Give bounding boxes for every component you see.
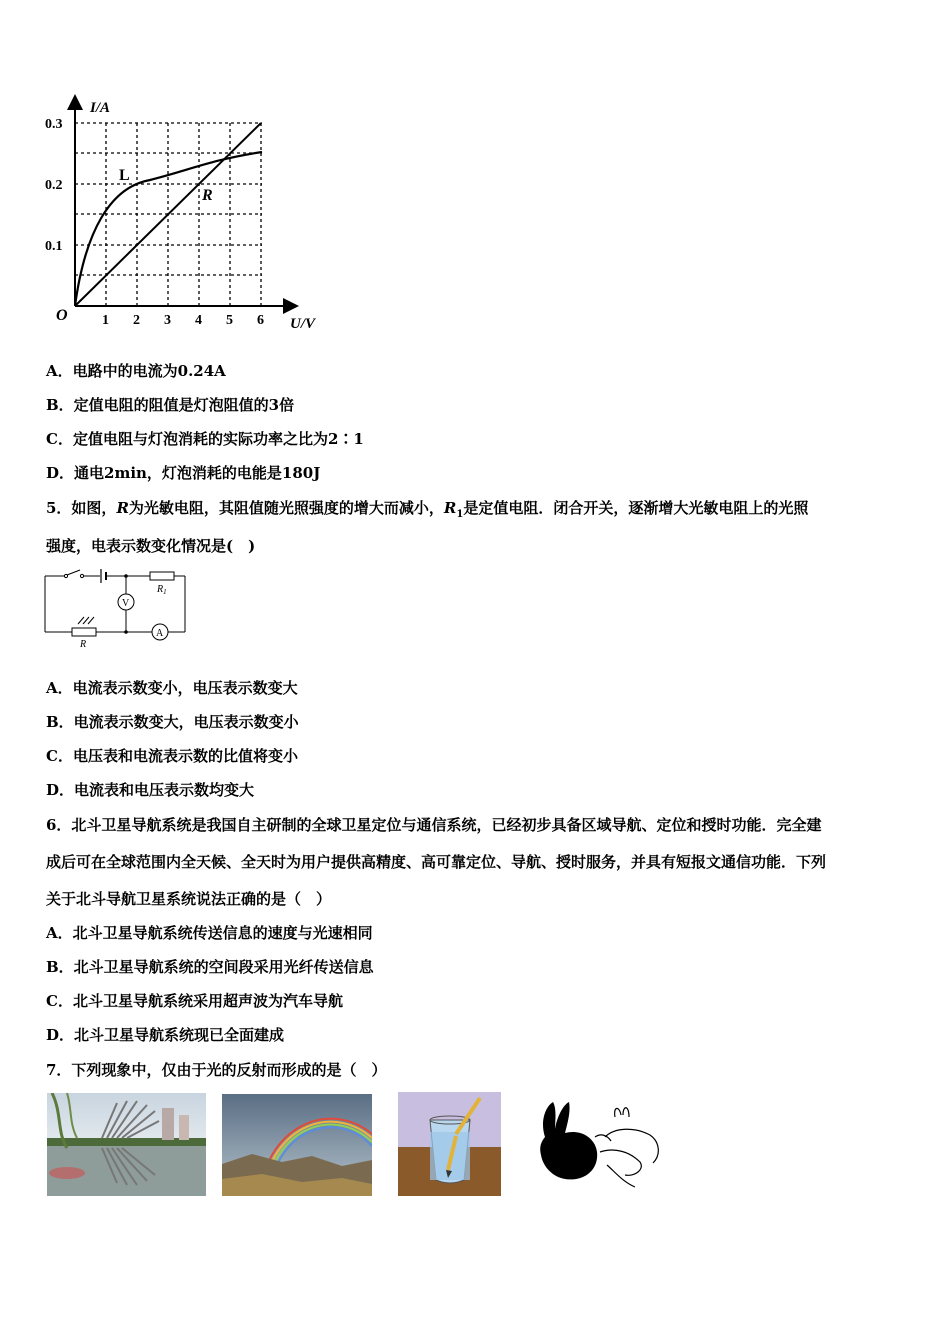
q6-stem-line3: 关于北斗导航卫星系统说法正确的是（ ） (46, 890, 332, 908)
x-tick-label: 2 (133, 313, 140, 328)
q6-stem-line1: 6．北斗卫星导航系统是我国自主研制的全球卫星定位与通信系统，已经初步具备区域导航、定位和授时功能．完全建 (46, 816, 822, 834)
q5-stem-line1 (46, 497, 808, 520)
curve-l-label: L (119, 167, 130, 184)
q4-option-d[interactable]: D．通电2min，灯泡消耗的电能是180J (46, 464, 321, 482)
q4-option-a[interactable]: A．电路中的电流为0.24A (46, 362, 226, 380)
lamp-curve (75, 152, 262, 306)
x-tick-label: 5 (226, 313, 233, 328)
x-tick-label: 1 (102, 313, 109, 328)
origin-label: O (56, 307, 68, 324)
r-label: R (80, 639, 87, 650)
q5-text-b: 为光敏电阻，其阻值随光照强度的增大而减小， (128, 499, 444, 517)
x-tick-label: 3 (164, 313, 171, 328)
x-tick-label: 6 (257, 313, 264, 328)
q6-option-b[interactable]: B．北斗卫星导航系统的空间段采用光纤传送信息 (46, 958, 374, 976)
x-axis-label: U/V (290, 316, 316, 332)
q5-text-a: 5．如图， (46, 499, 117, 517)
q5-r1-subscript: 1 (456, 509, 464, 520)
q5-option-b[interactable]: B．电流表示数变大，电压表示数变小 (46, 713, 299, 731)
q5-circuit-diagram (40, 562, 200, 652)
y-axis-label: I/A (90, 100, 111, 116)
q7-image-d-hand-shadow[interactable] (535, 1097, 665, 1197)
q6-option-c[interactable]: C．北斗卫星导航系统采用超声波为汽车导航 (46, 992, 343, 1010)
y-tick-label: 0.1 (45, 239, 63, 254)
q5-option-c[interactable]: C．电压表和电流表示数的比值将变小 (46, 747, 298, 765)
q4-option-c[interactable]: C．定值电阻与灯泡消耗的实际功率之比为2∶1 (46, 430, 364, 448)
q7-image-b-rainbow[interactable] (222, 1094, 372, 1196)
q6-option-a[interactable]: A．北斗卫星导航系统传送信息的速度与光速相同 (46, 924, 373, 942)
iu-graph (40, 92, 330, 337)
q7-stem: 7．下列现象中，仅由于光的反射而形成的是（ ） (46, 1061, 387, 1079)
q7-image-a-reflection[interactable] (47, 1093, 206, 1196)
q5-text-c: 是定值电阻．闭合开关，逐渐增大光敏电阻上的光照 (463, 499, 809, 517)
q6-stem-line2: 成后可在全球范围内全天候、全天时为用户提供高精度、高可靠定位、导航、授时服务，并具有短报文通信功能．下列 (46, 853, 827, 871)
y-tick-label: 0.3 (45, 117, 63, 132)
q4-option-b[interactable]: B．定值电阻的阻值是灯泡阻值的3倍 (46, 396, 295, 414)
q5-option-d[interactable]: D．电流表和电压表示数均变大 (46, 781, 255, 799)
line-r-label: R (202, 187, 213, 204)
q7-image-c-pencil-in-water[interactable] (398, 1092, 501, 1196)
q5-r-symbol: R (116, 499, 129, 517)
q5-option-a[interactable]: A．电流表示数变小，电压表示数变大 (46, 679, 298, 697)
r1-label: $R_1$ (157, 584, 167, 596)
q5-stem-line2: 强度，电表示数变化情况是( ) (46, 537, 256, 555)
voltmeter-label: V (122, 598, 130, 609)
ammeter-label: A (156, 628, 164, 639)
q5-r1-symbol: R (443, 499, 457, 517)
y-tick-label: 0.2 (45, 178, 63, 193)
q6-option-d[interactable]: D．北斗卫星导航系统现已全面建成 (46, 1026, 285, 1044)
x-tick-label: 4 (195, 313, 202, 328)
